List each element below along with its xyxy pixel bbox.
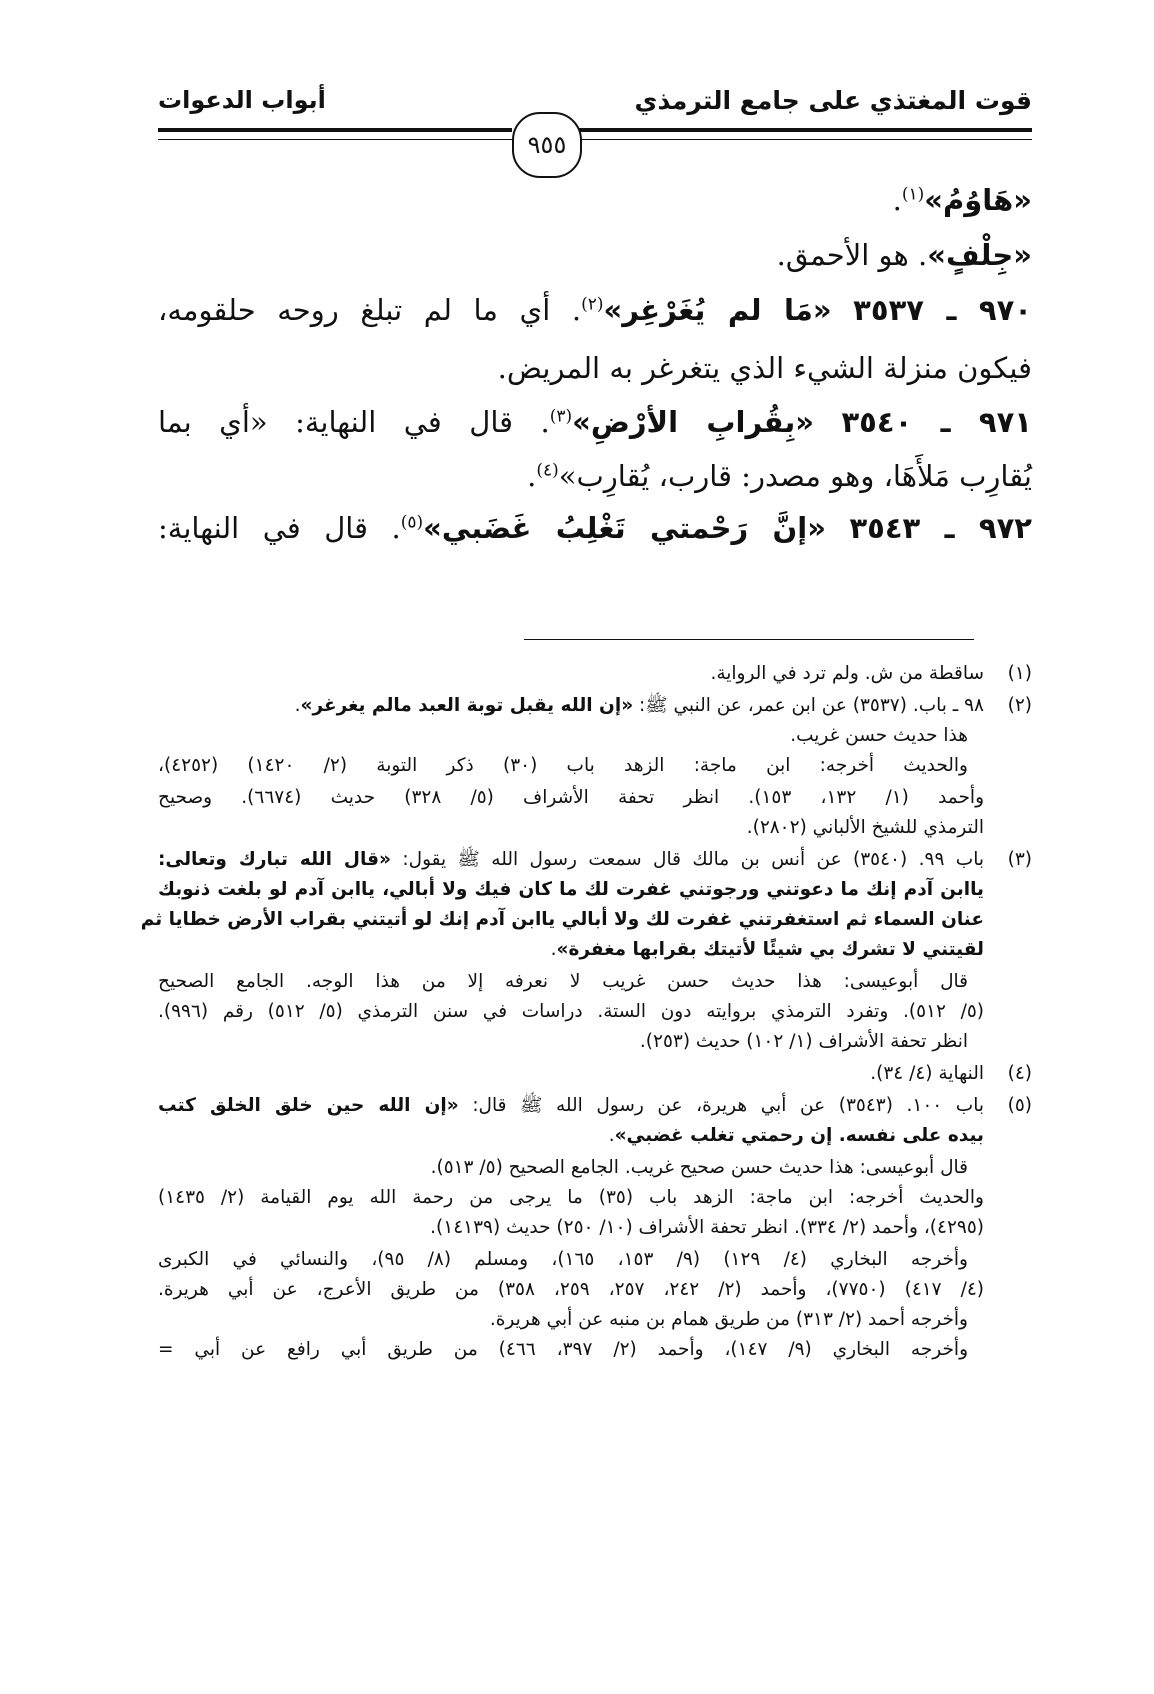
footnote-5-line-3: قال أبوعيسى: هذا حديث حسن صحيح غريب. الجامع الصحيح (٥/ ٥١٣). <box>430 1157 968 1178</box>
footnote-5-line-4: والحديث أخرجه: ابن ماجة: الزهد باب (٣٥) ما يرجى من رحمة الله يوم القيامة (٢/ ١٤٣٥) <box>158 1187 984 1208</box>
footnote-3-line-6: (٥/ ٥١٢). وتفرد الترمذي بروايته دون الستة. دراسات في سنن الترمذي (٥/ ٥١٢) رقم (٩٩٦). <box>158 1001 984 1022</box>
footnote-5-line-2: بيده على نفسه. إن رحمتي تغلب غضبي». <box>608 1125 984 1146</box>
footnote-5-line-6: وأخرجه البخاري (٤/ ١٢٩) (٩/ ١٥٣، ١٦٥)، ومسلم (٨/ ٩٥)، والنسائي في الكبرى <box>158 1249 968 1270</box>
footnote-3-line-7: انظر تحفة الأشراف (١/ ١٠٢) حديث (٢٥٣). <box>639 1031 968 1052</box>
footnote-5-line-1: باب ١٠٠. (٣٥٤٣) عن أبي هريرة، عن رسول الله ﷺ قال: «إن الله حين خلق الخلق كتب <box>158 1095 984 1116</box>
footnote-ref-1[interactable]: (١) <box>901 184 925 205</box>
page-number: ٩٥٥ <box>527 131 567 159</box>
main-line-6: يُقارِب مَلأَهَا، وهو مصدر: قارب، يُقارِب»$^{(٤)}$. <box>527 459 1032 493</box>
footnote-3-line-1: باب ٩٩. (٣٥٤٠) عن أنس بن مالك قال سمعت رسول الله ﷺ يقول: «قال الله تبارك وتعالى: <box>158 849 985 870</box>
footnote-2-line-4: وأحمد (١/ ١٣٢، ١٥٣). انظر تحفة الأشراف (٥/ ٣٢٨) حديث (٦٦٧٤). وصحيح <box>158 787 984 808</box>
footnote-3-line-5: قال أبوعيسى: هذا حديث حسن غريب لا نعرفه إلا من هذا الوجه. الجامع الصحيح <box>158 971 968 992</box>
footnote-3-line-3: عنان السماء ثم استغفرتني غفرت لك ولا أبالي ياابن آدم إنك لو أتيتني بقراب الأرض خطايا ثم <box>140 909 984 930</box>
hadith-number-971: ٩٧١ ـ ٣٥٤٠ <box>841 405 1032 439</box>
chapter-title: أبواب الدعوات <box>158 86 326 114</box>
header-rule-left-thick <box>158 128 512 132</box>
footnote-5-line-8: وأخرجه أحمد (٢/ ٣١٣) من طريق همام بن منبه عن أبي هريرة. <box>489 1309 968 1330</box>
footnote-3-line-2: ياابن آدم إنك ما دعوتني ورجوتني غفرت لك ما كان فيك ولا أبالي، ياابن آدم لو بلغت ذنوبك <box>158 879 984 900</box>
footnote-5-line-7: (٤/ ٤١٧) (٧٧٥٠)، وأحمد (٢/ ٢٤٢، ٢٥٧، ٢٥٩، ٣٥٨) من طريق الأعرج، عن أبي هريرة. <box>158 1279 984 1300</box>
footnote-3-line-4: لقيتني لا تشرك بي شيئًا لأتيتك بقرابها مغفرة». <box>550 939 984 960</box>
main-line-5: ٩٧١ ـ ٣٥٤٠ «بِقُرابِ الأرْضِ»$^{(٣)}$. قال في النهاية: «أي بما <box>158 405 1032 439</box>
header-rule-right-thin <box>578 139 1032 140</box>
footnote-4-text: النهاية (٤/ ٣٤). <box>870 1063 984 1084</box>
term-jilf: «جِلْفٍ» <box>927 238 1032 272</box>
main-line-7: ٩٧٢ ـ ٣٥٤٣ «إنَّ رَحْمتي تَغْلِبُ غَضَبي»$^{(٥)}$. قال في النهاية: <box>158 511 1033 545</box>
footnote-2-line-1: ٩٨ ـ باب. (٣٥٣٧) عن ابن عمر، عن النبي ﷺ: «إن الله يقبل توبة العبد مالم يغرغر». <box>294 695 984 716</box>
footnote-1-mark: (١) <box>1007 663 1032 684</box>
book-title: قوت المغتذي على جامع الترمذي <box>634 86 1032 115</box>
footnote-5-line-9: وأخرجه البخاري (٩/ ١٤٧)، وأحمد (٢/ ٣٩٧، ٤٦٦) من طريق أبي رافع عن أبي = <box>158 1339 969 1360</box>
hadith-number-972: ٩٧٢ ـ ٣٥٤٣ <box>849 511 1033 545</box>
footnote-2-line-2: هذا حديث حسن غريب. <box>790 725 968 746</box>
header-rule-left-thin <box>158 139 512 140</box>
footnote-2-line-5: الترمذي للشيخ الألباني (٢٨٠٢). <box>746 817 984 838</box>
main-line-4: فيكون منزلة الشيء الذي يتغرغر به المريض. <box>497 351 1032 385</box>
footnote-4-mark: (٤) <box>1007 1063 1032 1084</box>
footnote-5-line-5: (٤٢٩٥)، وأحمد (٢/ ٣٣٤). انظر تحفة الأشراف (١٠/ ٢٥٠) حديث (١٤١٣٩). <box>430 1217 984 1238</box>
term-hawum: «هَاوُمُ» <box>924 183 1032 217</box>
term-rahmati: «إنَّ رَحْمتي تَغْلِبُ غَضَبي» <box>423 511 826 545</box>
footnote-separator <box>524 639 974 640</box>
footnote-ref-2[interactable]: (٢) <box>581 294 604 315</box>
footnote-2-line-3: والحديث أخرجه: ابن ماجة: الزهد باب (٣٠) ذكر التوبة (٢/ ١٤٢٠) (٤٢٥٢)، <box>158 755 968 776</box>
footnote-ref-3[interactable]: (٣) <box>549 406 573 427</box>
header-rule-right-thick <box>578 128 1032 132</box>
term-qurab: «بِقُرابِ الأرْضِ» <box>572 405 815 439</box>
footnote-ref-5[interactable]: (٥) <box>400 512 424 533</box>
page-number-badge <box>512 112 582 178</box>
term-yugharghir: «مَا لم يُغَرْغِر» <box>603 293 832 327</box>
footnote-3-mark: (٣) <box>1007 849 1032 870</box>
footnote-5-mark: (٥) <box>1007 1095 1032 1116</box>
hadith-number-970: ٩٧٠ ـ ٣٥٣٧ <box>853 293 1032 327</box>
footnote-1-text: ساقطة من ش. ولم ترد في الرواية. <box>710 663 984 684</box>
footnote-2-mark: (٢) <box>1007 695 1032 716</box>
main-line-2: «جِلْفٍ». هو الأحمق. <box>776 238 1032 272</box>
main-line-1: «هَاوُمُ»$^{(١)}$. <box>892 183 1032 217</box>
main-line-3: ٩٧٠ ـ ٣٥٣٧ «مَا لم يُغَرْغِر»$^{(٢)}$. أي ما لم تبلغ روحه حلقومه، <box>158 293 1032 327</box>
footnote-ref-4[interactable]: (٤) <box>536 460 559 481</box>
